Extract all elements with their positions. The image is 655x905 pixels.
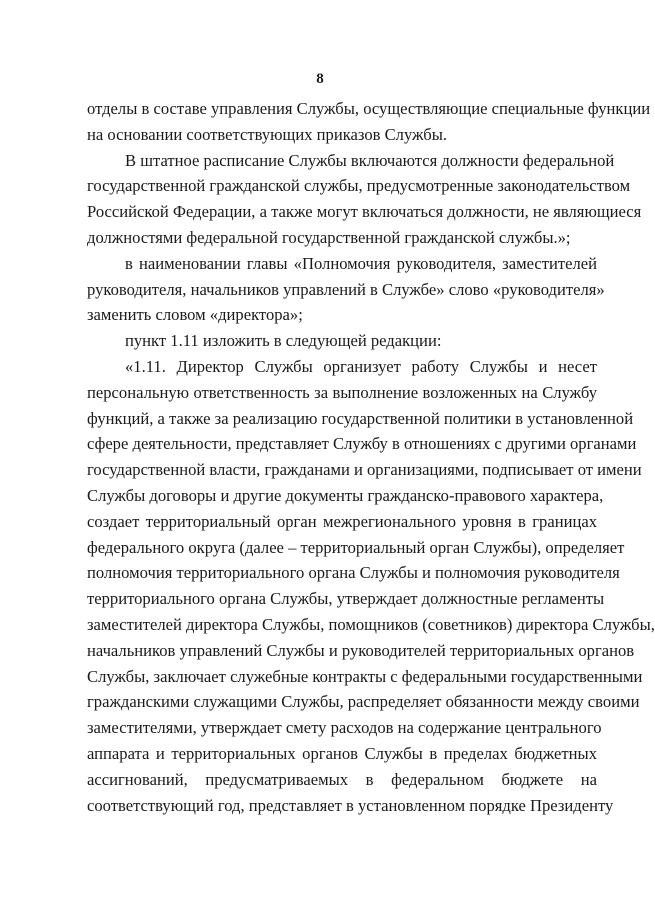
text-line: руководителя, начальников управлений в Службе» слово «руководителя» xyxy=(87,279,605,299)
text-line: начальников управлений Службы и руководителей территориальных органов xyxy=(87,640,635,660)
text-line: Российской Федерации, а также могут включаться должности, не являющиеся xyxy=(87,202,642,222)
text-line: заместителей директора Службы, помощников (советников) директора Службы, xyxy=(87,614,655,634)
text-line: государственной власти, гражданами и организациями, подписывает от имени xyxy=(87,460,642,480)
text-line: персональную ответственность за выполнение возложенных на Службу xyxy=(87,382,597,402)
text-line: Службы договоры и другие документы гражданско-правового характера, xyxy=(87,485,604,505)
text-line: ассигнований, предусматриваемых в федеральном бюджете на xyxy=(87,769,597,789)
page-number: 8 xyxy=(316,71,324,87)
text-line: должностями федеральной государственной гражданской службы.»; xyxy=(87,227,571,247)
text-line: функций, а также за реализацию государственной политики в установленной xyxy=(87,408,634,428)
text-line: В штатное расписание Службы включаются должности федеральной xyxy=(125,150,615,170)
text-line: на основании соответствующих приказов Службы. xyxy=(87,124,448,144)
text-line: создает территориальный орган межрегионального уровня в границах xyxy=(87,511,597,531)
text-line: полномочия территориального органа Службы и полномочия руководителя xyxy=(87,563,620,583)
text-line: Службы, заключает служебные контракты с федеральными государственными xyxy=(87,666,643,686)
document-body xyxy=(87,96,655,818)
text-line: соответствующий год, представляет в установленном порядке Президенту xyxy=(87,795,614,815)
text-line: «1.11. Директор Службы организует работу Службы и несет xyxy=(125,356,597,376)
text-line: федерального округа (далее – территориальный орган Службы), определяет xyxy=(87,537,625,557)
text-line: государственной гражданской службы, предусмотренные законодательством xyxy=(87,176,631,196)
text-line: отделы в составе управления Службы, осуществляющие специальные функции xyxy=(87,99,651,118)
text-line: сфере деятельности, представляет Службу в отношениях с другими органами xyxy=(87,434,637,454)
text-line: пункт 1.11 изложить в следующей редакции: xyxy=(125,331,442,351)
text-line: аппарата и территориальных органов Службы в пределах бюджетных xyxy=(87,743,597,763)
text-line: территориального органа Службы, утверждает должностные регламенты xyxy=(87,589,605,609)
text-line: заменить словом «директора»; xyxy=(87,305,303,325)
text-line: заместителями, утверждает смету расходов на содержание центрального xyxy=(87,718,602,738)
text-line: гражданскими служащими Службы, распределяет обязанности между своими xyxy=(87,692,640,712)
text-line: в наименовании главы «Полномочия руководителя, заместителей xyxy=(125,253,597,273)
